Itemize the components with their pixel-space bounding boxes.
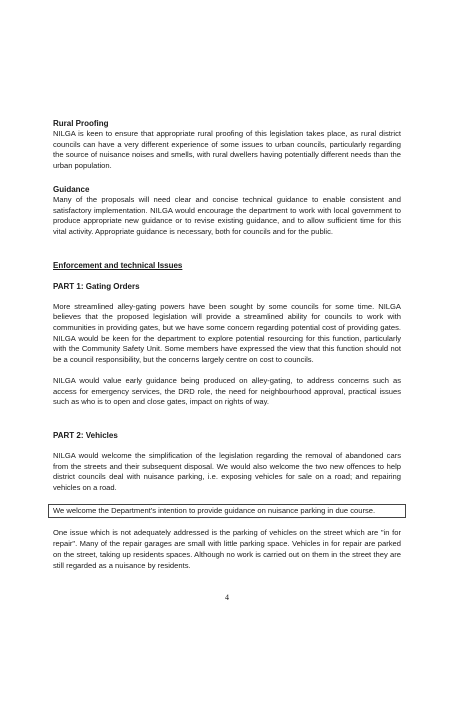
guidance-heading: Guidance (53, 184, 90, 194)
part2-boxed-statement: We welcome the Department's intention to provide guidance on nuisance parking in due course. (48, 504, 406, 519)
guidance-section (53, 184, 401, 238)
rural-proofing-paragraph: NILGA is keen to ensure that appropriate rural proofing of this legislation takes place, as rural district councils can have a very different experience of some issues to urban councils, particularly regarding the source of nuisance noises and smells, with rural dwellers having potentially different needs than the urban population. (53, 129, 401, 171)
document-body (53, 118, 401, 571)
enforcement-heading: Enforcement and technical Issues (53, 260, 183, 270)
part2-section (53, 430, 401, 571)
page-number: 4 (225, 593, 229, 602)
part2-paragraph-1: NILGA would welcome the simplification of the legislation regarding the removal of abandoned cars from the streets and their subsequent disposal. We would also welcome the two new offences to help district councils deal with nuisance parking, i.e. exposing vehicles for sale on a road; and repairing vehicles on a road. (53, 450, 401, 493)
guidance-paragraph: Many of the proposals will need clear and concise technical guidance to enable consistent and satisfactory implementation. NILGA would encourage the department to work with local government to produce appropriate new guidance or to revise existing guidance, and to allow sufficient time for this vital activity. Appropriate guidance is necessary, both for councils and for the public. (53, 194, 401, 236)
rural-proofing-section (53, 118, 401, 172)
part1-heading: PART 1: Gating Orders (53, 281, 140, 291)
part2-paragraph-2: One issue which is not adequately addressed is the parking of vehicles on the street which are "in for repair". Many of the repair garages are small with little parking space. Vehicles in for repair are parked on the street, taking up residents spaces. Although no work is carried out on them in the street they are still regarded as a nuisance by residents. (53, 528, 401, 570)
part2-heading: PART 2: Vehicles (53, 430, 118, 440)
rural-proofing-heading: Rural Proofing (53, 119, 109, 128)
part1-section (53, 281, 401, 408)
part1-paragraph-2: NILGA would value early guidance being produced on alley-gating, to address concerns such as access for emergency services, the DRD role, the need for neighbourhood approval, practical issues such as who is to open and close gates, impact on rights of way. (53, 375, 401, 407)
part1-paragraph-1: More streamlined alley-gating powers have been sought by some councils for some time. NILGA believes that the proposed legislation will provide a streamlined ability for councils to work with communities in providing gates, but we have some concern regarding potential cost of providing gates. NILGA would be keen for the department to explore potential resourcing for this function, particularly with the Community Safety Unit. Some members have expressed the view that this function should not be a council responsibility, but the concerns largely centre on cost to councils. (53, 301, 401, 365)
